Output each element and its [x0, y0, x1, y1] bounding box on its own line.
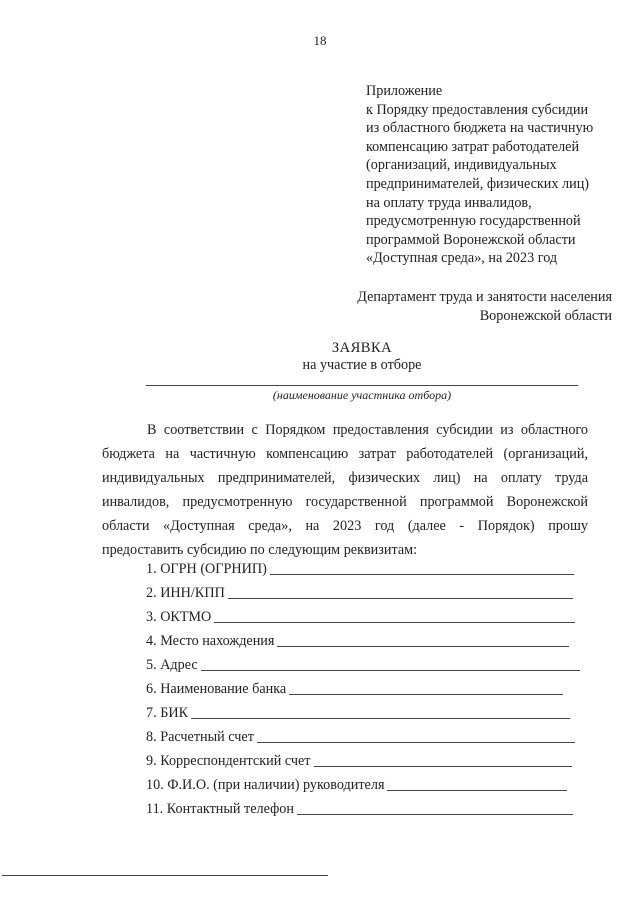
field-fill-line — [297, 814, 573, 815]
department-line: Департамент труда и занятости населения — [357, 289, 612, 305]
requisite-field — [146, 558, 574, 578]
department-block — [357, 288, 612, 325]
field-label: 6. Наименование банка — [146, 681, 287, 697]
body-line: В соответствии с Порядком предоставления субсидии из областного — [147, 422, 588, 438]
appendix-line: программой Воронежской области — [366, 231, 576, 248]
appendix-line: предпринимателей, физических лиц) — [366, 175, 590, 192]
field-fill-line — [289, 694, 563, 695]
requisite-field — [146, 798, 573, 818]
field-fill-line — [314, 766, 572, 767]
body-line: бюджета на частичную компенсацию затрат работодателей (организаций, — [102, 446, 588, 462]
footnote-rule — [2, 875, 328, 876]
appendix-line: к Порядку предоставления субсидии — [366, 101, 589, 118]
application-title: ЗАЯВКА — [331, 340, 393, 356]
page-number: 18 — [313, 33, 327, 48]
requisite-field — [146, 606, 575, 626]
body-line: инвалидов, предусмотренную государственной программой Воронежской — [102, 494, 588, 510]
department-line: Воронежской области — [479, 307, 612, 324]
field-fill-line — [228, 598, 573, 599]
applicant-caption: (наименование участника отбора) — [272, 388, 452, 402]
requisite-field — [146, 702, 570, 722]
field-label: 4. Место нахождения — [146, 633, 275, 649]
body-paragraph — [102, 418, 588, 562]
field-fill-line — [191, 718, 570, 719]
field-label: 2. ИНН/КПП — [146, 585, 225, 601]
appendix-line: Приложение — [366, 83, 443, 99]
field-label: 3. ОКТМО — [146, 609, 212, 625]
field-label: 11. Контактный телефон — [146, 801, 294, 817]
requisite-field — [146, 582, 573, 602]
field-fill-line — [270, 574, 574, 575]
requisite-field — [146, 774, 567, 794]
body-line: области «Доступная среда», на 2023 год (далее - Порядок) прошу — [102, 518, 588, 534]
field-fill-line — [214, 622, 575, 623]
appendix-block — [366, 82, 593, 268]
field-fill-line — [201, 670, 580, 671]
field-label: 1. ОГРН (ОГРНИП) — [146, 561, 267, 577]
body-line: индивидуальных предпринимателей, физических лиц) на оплату труда — [102, 470, 588, 486]
appendix-line: компенсацию затрат работодателей — [366, 138, 580, 155]
appendix-line: предусмотренную государственной — [366, 213, 581, 230]
field-fill-line — [277, 646, 569, 647]
appendix-line: «Доступная среда», на 2023 год — [366, 250, 558, 267]
field-label: 5. Адрес — [146, 657, 198, 673]
field-fill-line — [387, 790, 567, 791]
body-line: предоставить субсидию по следующим реквизитам: — [102, 542, 418, 558]
field-label: 8. Расчетный счет — [146, 729, 254, 745]
appendix-line: из областного бюджета на частичную — [366, 120, 594, 137]
requisite-field — [146, 630, 569, 650]
field-label: 10. Ф.И.О. (при наличии) руководителя — [146, 777, 385, 793]
requisite-field — [146, 654, 580, 674]
requisite-field — [146, 678, 563, 698]
requisite-field — [146, 726, 575, 746]
appendix-line: (организаций, индивидуальных — [366, 157, 557, 174]
applicant-name-line — [146, 385, 578, 386]
field-label: 7. БИК — [146, 705, 189, 721]
requisite-field — [146, 750, 572, 770]
field-fill-line — [257, 742, 575, 743]
appendix-line: на оплату труда инвалидов, — [366, 194, 532, 211]
field-label: 9. Корреспондентский счет — [146, 753, 311, 769]
application-subtitle: на участие в отборе — [302, 357, 422, 373]
